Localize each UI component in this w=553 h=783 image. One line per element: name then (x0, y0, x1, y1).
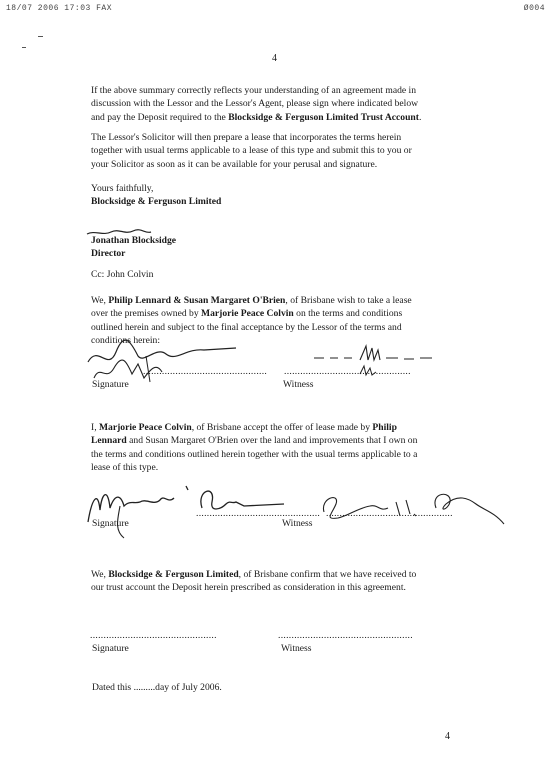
signature-label: Signature (92, 518, 129, 529)
agent-witness-line: .................................................. (278, 630, 413, 641)
text-line: Lennard and Susan Margaret O'Brien over the land and improvements that I own on (91, 435, 418, 447)
signature-label: Signature (92, 643, 129, 654)
company-name: Blocksidge & Ferguson Limited (91, 196, 222, 208)
text-line: the terms and conditions outlined herein together with the usual terms applicable to a (91, 448, 418, 460)
fax-header-left: 18/07 2006 17:03 FAX (6, 4, 113, 13)
text-line: The Lessor's Solicitor will then prepare a lease that incorporates the terms herein (91, 132, 402, 143)
scan-speck (22, 47, 26, 48)
signatory-title: Director (91, 248, 126, 260)
text-line: If the above summary correctly reflects your understanding of an agreement made in (91, 85, 416, 96)
scan-speck (38, 36, 43, 37)
cc-text: Cc: John Colvin (91, 269, 154, 280)
solicitor-paragraph (91, 131, 471, 171)
text-line: We, Philip Lennard & Susan Margaret O'Brien, of Brisbane wish to take a lease (91, 295, 412, 306)
cc-line (91, 268, 471, 281)
text-line: conditions herein: (91, 335, 161, 347)
lessor-witness-signature (318, 484, 508, 530)
dated-line: Dated this .........day of July 2006. (92, 682, 222, 693)
summary-paragraph (91, 84, 471, 124)
text-line: outlined herein and subject to the final acceptance by the Lessor of the terms and (91, 321, 402, 333)
text-line: and pay the Deposit required to the Blocksidge & Ferguson Limited Trust Account. (91, 111, 422, 123)
lessee-witness-line: ............................................... (284, 366, 411, 377)
lessor-acceptance-paragraph (91, 421, 471, 475)
page-number-bottom: 4 (445, 731, 450, 742)
text-line: together with usual terms applicable to a lease of this type and submit this to you or (91, 145, 412, 157)
lessor-witness-line: ............................................... (326, 508, 453, 519)
signature-label: Signature (92, 379, 129, 390)
witness-label: Witness (282, 518, 313, 529)
text-line: We, Blocksidge & Ferguson Limited, of Brisbane confirm that we have received to (91, 569, 417, 580)
text-line: I, Marjorie Peace Colvin, of Brisbane accept the offer of lease made by Philip (91, 422, 397, 433)
salutation: Yours faithfully, (91, 183, 154, 194)
text-line: lease of this type. (91, 462, 159, 474)
page-number-top: 4 (272, 53, 277, 64)
witness-label: Witness (283, 379, 314, 390)
text-line: discussion with the Lessor and the Lessor's Agent, please sign where indicated below (91, 98, 419, 110)
text-line: our trust account the Deposit herein prescribed as consideration in this agreement. (91, 582, 406, 594)
trust-account-name: Blocksidge & Ferguson Limited Trust Account (228, 111, 419, 123)
text-line: your Solicitor as soon as it can be available for your perusal and signature. (91, 158, 378, 170)
witness-label: Witness (281, 643, 312, 654)
lessor-signature-line: .............................................. (196, 508, 321, 519)
agent-signature-line: ............................................... (90, 630, 217, 641)
text-line: over the premises owned by Marjorie Peace Colvin on the terms and conditions (91, 308, 403, 320)
lessee-signature-line: .............................................. (143, 366, 268, 377)
signatory-name: Jonathan Blocksidge (91, 235, 177, 246)
agent-confirmation-paragraph (91, 568, 471, 595)
signatory-block (91, 234, 471, 261)
closing (91, 182, 471, 209)
fax-header-right: Ø004 (523, 4, 545, 13)
